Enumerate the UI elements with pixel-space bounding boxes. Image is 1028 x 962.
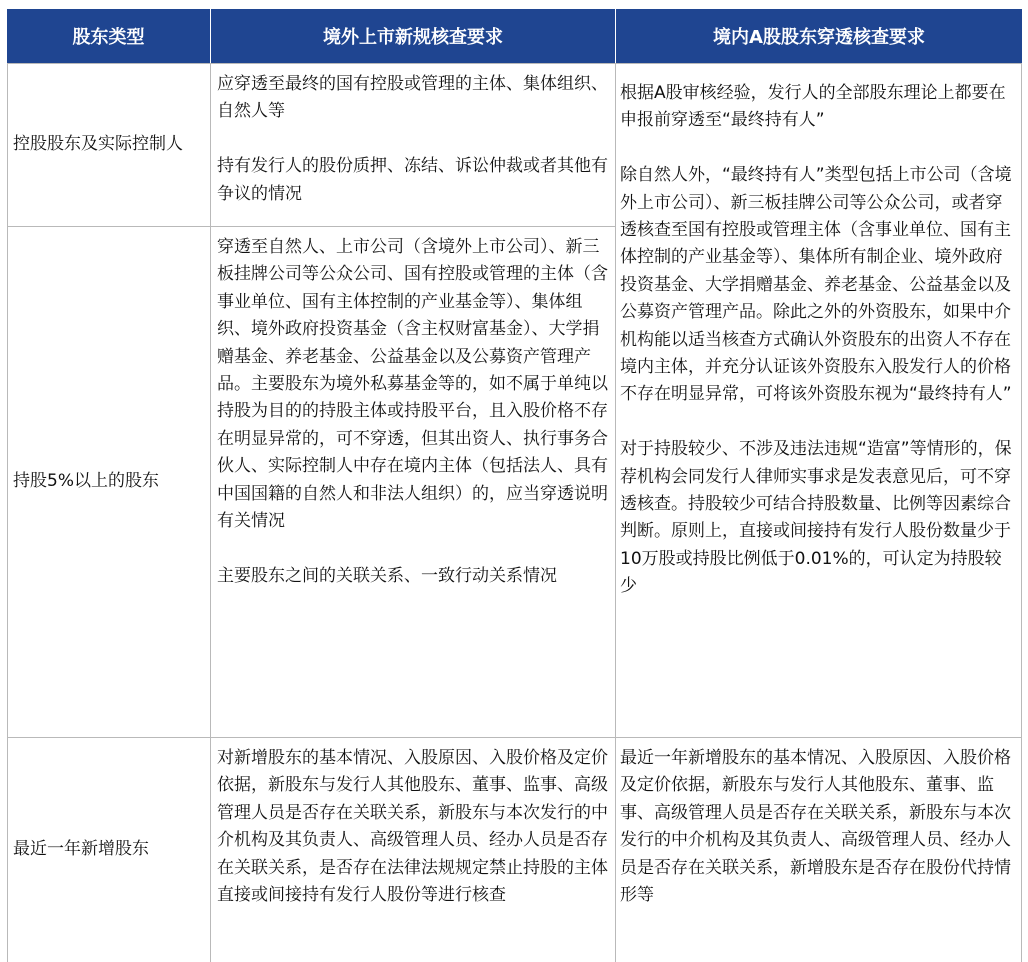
type-label: 持股5%以上的股东 — [13, 470, 159, 491]
requirement-text: 最近一年新增股东的基本情况、入股原因、入股价格及定价依据，新股东与发行人其他股东、董事、监事、高级管理人员是否存在关联关系，新股东与本次发行的中介机构及其负责人、高级管理人员、经办人员是否存在关联关系，新增股东是否存在股份代持情形等 — [620, 748, 1011, 906]
table-border-right — [1021, 63, 1022, 962]
requirement-text: 应穿透至最终的国有控股或管理的主体、集体组织、自然人等 — [217, 74, 608, 122]
table-divider — [7, 226, 616, 227]
requirement-text: 主要股东之间的关联关系、一致行动关系情况 — [217, 565, 557, 586]
header-domestic-requirements: 境内A股股东穿透核查要求 — [616, 9, 1022, 63]
requirement-text: 持有发行人的股份质押、冻结、诉讼仲裁或者其他有争议的情况 — [217, 156, 608, 204]
requirement-text: 根据A股审核经验，发行人的全部股东理论上都要在申报前穿透至“最终持有人” — [620, 83, 1006, 131]
header-overseas-requirements: 境外上市新规核查要求 — [211, 9, 616, 63]
row-domestic-new — [616, 737, 1022, 962]
requirement-text: 对于持股较少、不涉及违法违规“造富”等情形的，保荐机构会同发行人律师实事求是发表意见后，可不穿透核查。持股较少可结合持股数量、比例等因素综合判断。原则上，直接或间接持有发行人股份数量少于10万股或持股比例低于0.01%的，可认定为持股较少 — [620, 439, 1012, 597]
row-overseas-controlling — [211, 63, 616, 226]
table-divider — [7, 737, 1022, 738]
requirement-text: 除自然人外，“最终持有人”类型包括上市公司（含境外上市公司）、新三板挂牌公司等公众公司，或者穿透核查至国有控股或管理主体（含事业单位、国有主体控制的产业基金等）、集体所有制企业、境外政府投资基金、大学捐赠基金、养老基金、公益基金以及公募资产管理产品。除此之外的外资股东，如果中介机构能以适当核查方式确认外资股东的出资人不存在境内主体，并充分认证该外资股东入股发行人的价格不存在明显异常，可将该外资股东视为“最终持有人” — [620, 165, 1012, 405]
requirement-text: 对新增股东的基本情况、入股原因、入股价格及定价依据，新股东与发行人其他股东、董事、监事、高级管理人员是否存在关联关系，新股东与本次发行的中介机构及其负责人、高级管理人员、经办人员是否存在关联关系，是否存在法律法规规定禁止持股的主体直接或间接持有发行人股份等进行核查 — [217, 748, 608, 906]
row-type-5percent — [7, 226, 211, 737]
row-overseas-5percent — [211, 226, 616, 737]
type-label: 控股股东及实际控制人 — [13, 133, 183, 154]
row-type-controlling — [7, 63, 211, 226]
row-overseas-new — [211, 737, 616, 962]
table-divider — [7, 63, 1022, 64]
requirement-text: 穿透至自然人、上市公司（含境外上市公司）、新三板挂牌公司等公众公司、国有控股或管理的主体（含事业单位、国有主体控制的产业基金等）、集体组织、境外政府投资基金（含主权财富基金）、大学捐赠基金、养老基金、公益基金以及公募资产管理产品。主要股东为境外私募基金等的，如不属于单纯以持股为目的的持股主体或持股平台，且入股价格不存在明显异常的，可不穿透，但其出资人、执行事务合伙人、实际控制人中存在境内主体（包括法人、具有中国国籍的自然人和非法人组织）的，应当穿透说明有关情况 — [217, 237, 608, 532]
header-shareholder-type: 股东类型 — [7, 9, 211, 63]
type-label: 最近一年新增股东 — [13, 838, 149, 859]
row-type-new — [7, 737, 211, 962]
domestic-merged-cell — [616, 63, 1022, 737]
table-border-left — [7, 63, 8, 962]
